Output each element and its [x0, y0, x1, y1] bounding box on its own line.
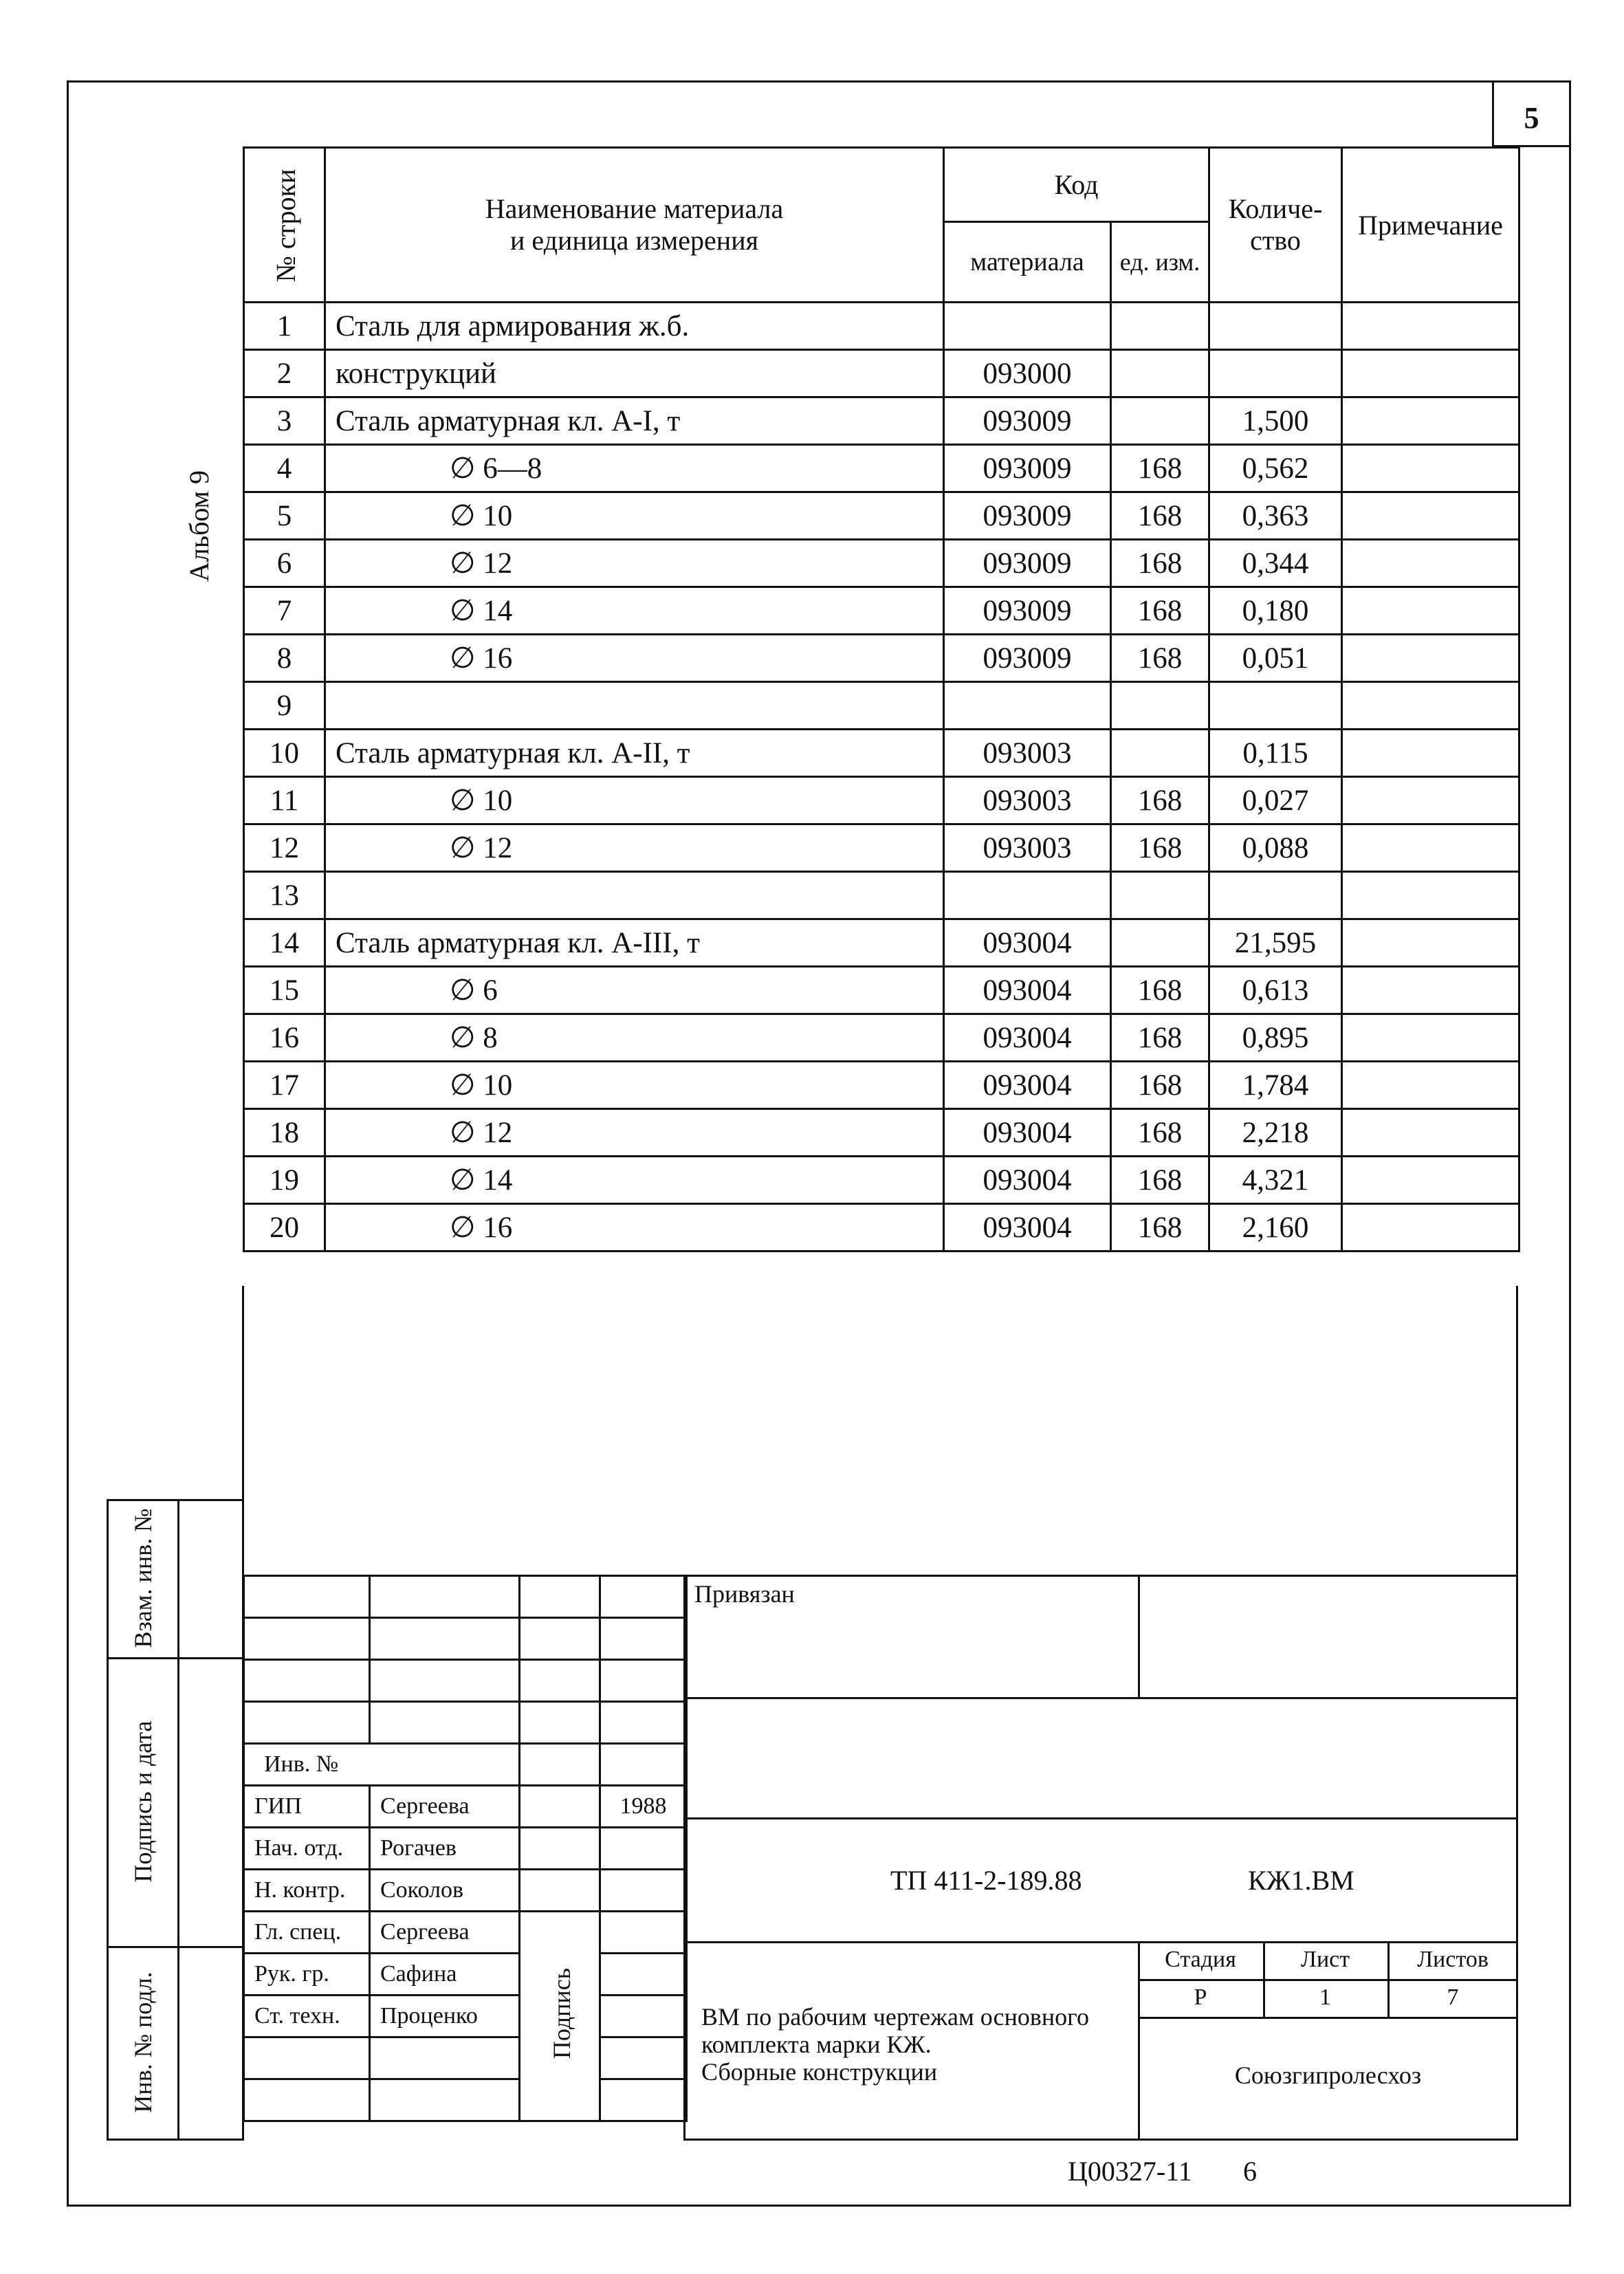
bound-divider — [1138, 1575, 1140, 1698]
note — [1342, 587, 1519, 635]
table-row — [244, 1062, 1519, 1109]
table-row — [244, 730, 1519, 777]
material-code: 093003 — [944, 777, 1111, 824]
table-row — [244, 492, 1519, 540]
material-code: 093009 — [944, 635, 1111, 682]
material-code: 093009 — [944, 445, 1111, 492]
quantity: 0,363 — [1209, 492, 1342, 540]
row-number: 9 — [244, 682, 325, 730]
unit-code — [1111, 350, 1209, 397]
note — [1342, 350, 1519, 397]
doc-mark: КЖ1.ВМ — [1248, 1865, 1354, 1896]
organization: Союзгипролесхоз — [1234, 2062, 1422, 2089]
material-name — [325, 872, 944, 919]
header-name-line1: Наименование материала — [485, 193, 784, 224]
staff-role: Гл. спец. — [244, 1912, 370, 1954]
staff-role: ГИП — [244, 1786, 370, 1828]
material-code: 093000 — [944, 350, 1111, 397]
table-row — [244, 1157, 1519, 1204]
quantity — [1209, 350, 1342, 397]
row-number: 5 — [244, 492, 325, 540]
unit-code: 168 — [1111, 824, 1209, 872]
quantity: 1,784 — [1209, 1062, 1342, 1109]
unit-code: 168 — [1111, 1157, 1209, 1204]
table-row — [244, 824, 1519, 872]
description-line1: ВМ по рабочим чертежам основного — [701, 2003, 1090, 2031]
row-number: 15 — [244, 967, 325, 1014]
table-row — [244, 303, 1519, 350]
row-number: 1 — [244, 303, 325, 350]
album-label: Альбом 9 — [184, 470, 215, 582]
header-row-number: № строки — [270, 168, 301, 283]
note — [1342, 540, 1519, 587]
material-name: ∅ 6 — [325, 967, 944, 1014]
quantity: 2,218 — [1209, 1109, 1342, 1157]
unit-code — [1111, 682, 1209, 730]
staff-name: Сергеева — [370, 1912, 520, 1954]
signature-cell — [520, 1912, 600, 2121]
material-name: ∅ 14 — [325, 587, 944, 635]
note — [1342, 492, 1519, 540]
material-name: конструкций — [325, 350, 944, 397]
table-row — [244, 872, 1519, 919]
table-row — [244, 967, 1519, 1014]
footer-code: Ц00327-11 — [1068, 2156, 1192, 2187]
material-code — [944, 303, 1111, 350]
material-code: 093004 — [944, 1062, 1111, 1109]
bound-bottom-line — [683, 1697, 1518, 1699]
doc-code: ТП 411-2-189.88 — [890, 1865, 1082, 1896]
staff-name: Соколов — [370, 1870, 520, 1912]
material-name: ∅ 16 — [325, 635, 944, 682]
row-number: 16 — [244, 1014, 325, 1062]
bound-label: Привязан — [694, 1580, 795, 1608]
row-number: 2 — [244, 350, 325, 397]
sheet-label: Лист — [1300, 1947, 1350, 1972]
row-number: 20 — [244, 1204, 325, 1251]
quantity — [1209, 682, 1342, 730]
table-row — [244, 1109, 1519, 1157]
unit-code: 168 — [1111, 1204, 1209, 1251]
note — [1342, 682, 1519, 730]
table-row — [244, 682, 1519, 730]
note — [1342, 635, 1519, 682]
row-number: 3 — [244, 397, 325, 445]
row-number: 11 — [244, 777, 325, 824]
note — [1342, 445, 1519, 492]
staff-role: Нач. отд. — [244, 1828, 370, 1870]
note — [1342, 872, 1519, 919]
material-name: ∅ 12 — [325, 540, 944, 587]
material-name: ∅ 10 — [325, 1062, 944, 1109]
quantity: 21,595 — [1209, 919, 1342, 967]
table-row — [244, 635, 1519, 682]
staff-name: Сафина — [370, 1954, 520, 1996]
staff-name: Рогачев — [370, 1828, 520, 1870]
quantity: 0,115 — [1209, 730, 1342, 777]
staff-role: Н. контр. — [244, 1870, 370, 1912]
header-code-unit: ед. изм. — [1111, 222, 1209, 303]
material-code: 093009 — [944, 587, 1111, 635]
row-number: 10 — [244, 730, 325, 777]
header-quantity-line2: ство — [1250, 225, 1301, 256]
quantity: 0,088 — [1209, 824, 1342, 872]
header-quantity-line1: Количе- — [1228, 193, 1323, 224]
material-code: 093009 — [944, 397, 1111, 445]
material-name — [325, 682, 944, 730]
description-line3: Сборные конструкции — [701, 2058, 938, 2086]
quantity — [1209, 303, 1342, 350]
header-name-line2: и единица измерения — [509, 225, 759, 256]
unit-code — [1111, 397, 1209, 445]
material-name: ∅ 14 — [325, 1157, 944, 1204]
note — [1342, 1014, 1519, 1062]
row-number: 4 — [244, 445, 325, 492]
material-code: 093004 — [944, 1157, 1111, 1204]
material-name: Сталь арматурная кл. А-I, т — [325, 397, 944, 445]
quantity: 0,344 — [1209, 540, 1342, 587]
note — [1342, 824, 1519, 872]
material-name: Сталь арматурная кл. А-II, т — [325, 730, 944, 777]
unit-code — [1111, 303, 1209, 350]
material-code: 093003 — [944, 824, 1111, 872]
material-name: ∅ 12 — [325, 824, 944, 872]
header-row-number-cell — [244, 148, 325, 303]
side-label-replaced-inv: Взам. инв. № — [129, 1508, 157, 1648]
material-code: 093004 — [944, 1204, 1111, 1251]
material-code: 093003 — [944, 730, 1111, 777]
material-name: ∅ 8 — [325, 1014, 944, 1062]
material-name: ∅ 10 — [325, 492, 944, 540]
row-number: 14 — [244, 919, 325, 967]
row-number: 12 — [244, 824, 325, 872]
stage-header-line — [1138, 1979, 1518, 1981]
material-code — [944, 872, 1111, 919]
page-number: 5 — [1524, 101, 1539, 135]
header-code-group: Код — [944, 148, 1209, 222]
sheets-label: Листов — [1417, 1947, 1489, 1972]
note — [1342, 1062, 1519, 1109]
table-row — [244, 919, 1519, 967]
quantity: 0,180 — [1209, 587, 1342, 635]
material-code: 093009 — [944, 492, 1111, 540]
quantity — [1209, 872, 1342, 919]
row-number: 7 — [244, 587, 325, 635]
stage-label: Стадия — [1165, 1947, 1236, 1972]
table-row — [244, 777, 1519, 824]
unit-code: 168 — [1111, 1014, 1209, 1062]
inv-label: Инв. № — [244, 1744, 520, 1786]
footer-page: 6 — [1243, 2156, 1257, 2187]
quantity: 4,321 — [1209, 1157, 1342, 1204]
row-number: 6 — [244, 540, 325, 587]
unit-code: 168 — [1111, 967, 1209, 1014]
materials-table — [243, 146, 1520, 1252]
table-blank-area — [244, 1251, 1519, 1253]
quantity: 1,500 — [1209, 397, 1342, 445]
unit-code — [1111, 872, 1209, 919]
note — [1342, 303, 1519, 350]
material-code: 093004 — [944, 1014, 1111, 1062]
note — [1342, 1109, 1519, 1157]
signature-grid — [243, 1575, 688, 2122]
staff-role: Ст. техн. — [244, 1996, 370, 2037]
table-row — [244, 587, 1519, 635]
material-code: 093004 — [944, 967, 1111, 1014]
material-name: ∅ 12 — [325, 1109, 944, 1157]
code-bottom-line — [683, 1941, 1518, 1943]
quantity: 0,027 — [1209, 777, 1342, 824]
quantity: 2,160 — [1209, 1204, 1342, 1251]
staff-name: Проценко — [370, 1996, 520, 2037]
table-row — [244, 540, 1519, 587]
material-code: 093009 — [944, 540, 1111, 587]
note — [1342, 397, 1519, 445]
unit-code: 168 — [1111, 777, 1209, 824]
note — [1342, 1204, 1519, 1251]
material-code — [944, 682, 1111, 730]
row-number: 17 — [244, 1062, 325, 1109]
table-row — [244, 350, 1519, 397]
unit-code: 168 — [1111, 1062, 1209, 1109]
unit-code: 168 — [1111, 587, 1209, 635]
material-code: 093004 — [944, 919, 1111, 967]
unit-code: 168 — [1111, 540, 1209, 587]
material-name: ∅ 16 — [325, 1204, 944, 1251]
material-name: Сталь для армирования ж.б. — [325, 303, 944, 350]
header-quantity-cell — [1209, 148, 1342, 303]
note — [1342, 730, 1519, 777]
side-label-signature-date: Подпись и дата — [129, 1720, 157, 1883]
row-number: 13 — [244, 872, 325, 919]
note — [1342, 777, 1519, 824]
table-row — [244, 445, 1519, 492]
description-line2: комплекта марки КЖ. — [701, 2031, 932, 2058]
row-number: 8 — [244, 635, 325, 682]
stage-value-line — [1138, 2017, 1518, 2019]
note — [1342, 919, 1519, 967]
unit-code: 168 — [1111, 492, 1209, 540]
sheets-value: 7 — [1447, 1985, 1459, 2010]
quantity: 0,051 — [1209, 635, 1342, 682]
row-number: 19 — [244, 1157, 325, 1204]
unit-code — [1111, 919, 1209, 967]
header-code-material: материала — [944, 222, 1111, 303]
side-label-original-inv: Инв. № подл. — [129, 1971, 157, 2113]
table-row — [244, 1204, 1519, 1251]
material-name: ∅ 6—8 — [325, 445, 944, 492]
note — [1342, 967, 1519, 1014]
quantity: 0,895 — [1209, 1014, 1342, 1062]
side-stamp-divider — [177, 1499, 179, 2141]
header-name-cell — [325, 148, 944, 303]
note — [1342, 1157, 1519, 1204]
sheet-value: 1 — [1319, 1985, 1331, 2010]
material-name: ∅ 10 — [325, 777, 944, 824]
row-number: 18 — [244, 1109, 325, 1157]
code-top-line — [683, 1817, 1518, 1819]
staff-name: Сергеева — [370, 1786, 520, 1828]
inv-row — [244, 1744, 687, 1786]
material-code: 093004 — [944, 1109, 1111, 1157]
stage-value: Р — [1194, 1985, 1207, 2010]
quantity: 0,562 — [1209, 445, 1342, 492]
table-row — [244, 397, 1519, 445]
unit-code — [1111, 730, 1209, 777]
content-right-border — [1516, 1286, 1518, 1575]
header-row-top — [244, 148, 1519, 222]
staff-role: Рук. гр. — [244, 1954, 370, 1996]
table-row — [244, 1014, 1519, 1062]
unit-code: 168 — [1111, 1109, 1209, 1157]
unit-code: 168 — [1111, 635, 1209, 682]
material-name: Сталь арматурная кл. А-III, т — [325, 919, 944, 967]
quantity: 0,613 — [1209, 967, 1342, 1014]
header-note: Примечание — [1342, 148, 1519, 303]
unit-code: 168 — [1111, 445, 1209, 492]
signature-label: Подпись — [548, 1967, 575, 2059]
staff-date: 1988 — [600, 1786, 687, 1828]
